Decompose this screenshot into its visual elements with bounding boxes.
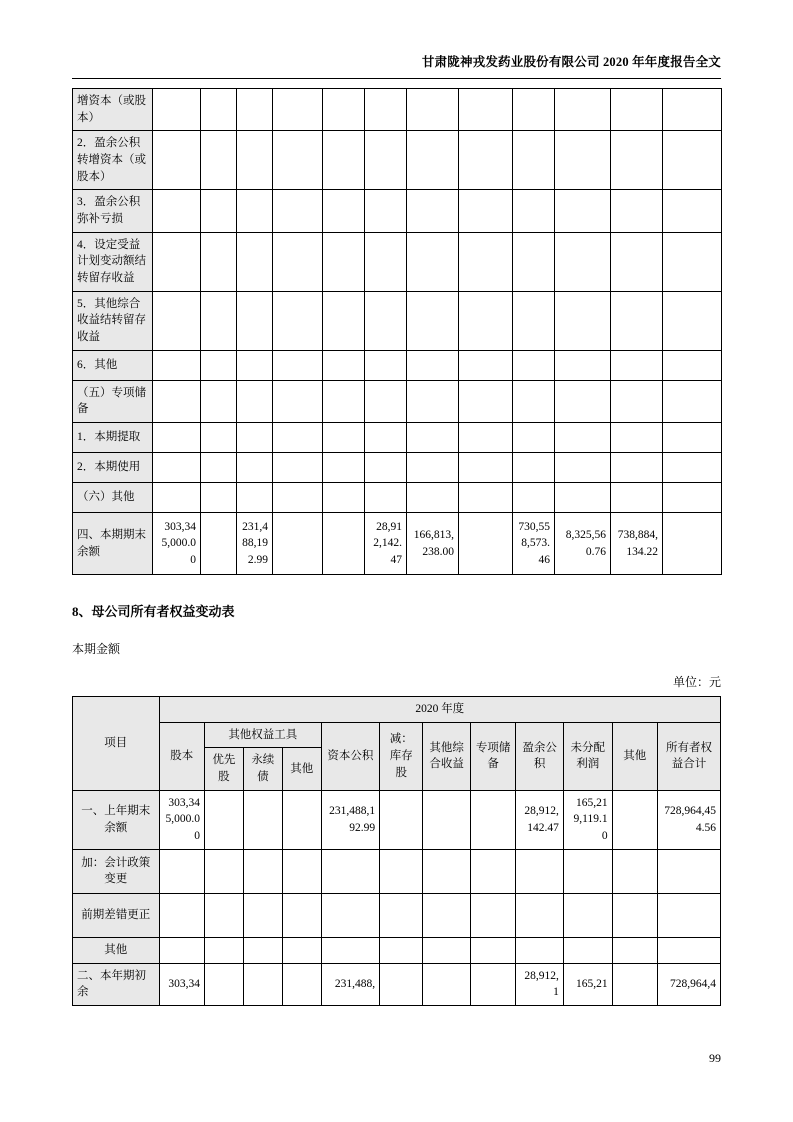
header-treasury-stock: 减：库存股 bbox=[380, 722, 423, 790]
row-label: 二、本年期初余 bbox=[73, 963, 160, 1005]
cell bbox=[459, 350, 513, 380]
cell bbox=[555, 89, 611, 131]
cell bbox=[365, 89, 407, 131]
cell bbox=[407, 190, 459, 232]
row-label: （六）其他 bbox=[73, 483, 153, 513]
cell bbox=[470, 849, 515, 893]
cell bbox=[658, 937, 721, 963]
cell bbox=[513, 453, 555, 483]
cell bbox=[204, 963, 243, 1005]
cell bbox=[237, 380, 273, 422]
header-divider bbox=[72, 78, 721, 79]
cell bbox=[323, 483, 365, 513]
cell bbox=[663, 291, 722, 350]
header-capital-reserve: 资本公积 bbox=[321, 722, 379, 790]
cell bbox=[459, 89, 513, 131]
header-surplus-reserve: 盈余公积 bbox=[516, 722, 564, 790]
cell bbox=[663, 350, 722, 380]
cell bbox=[407, 232, 459, 291]
cell bbox=[282, 963, 321, 1005]
cell bbox=[243, 893, 282, 937]
cell: 231,488,192.99 bbox=[321, 790, 379, 849]
cell bbox=[611, 190, 663, 232]
row-label: 1．本期提取 bbox=[73, 423, 153, 453]
cell bbox=[273, 350, 323, 380]
cell bbox=[273, 380, 323, 422]
table-row bbox=[73, 232, 722, 291]
cell bbox=[201, 350, 237, 380]
cell bbox=[243, 790, 282, 849]
row-label: 2．本期使用 bbox=[73, 453, 153, 483]
cell bbox=[423, 849, 471, 893]
cell bbox=[273, 232, 323, 291]
cell bbox=[380, 790, 423, 849]
header-other-instrument: 其他 bbox=[282, 748, 321, 790]
cell bbox=[237, 350, 273, 380]
row-label: 3．盈余公积弥补亏损 bbox=[73, 190, 153, 232]
cell bbox=[365, 131, 407, 190]
cell bbox=[273, 453, 323, 483]
cell bbox=[407, 291, 459, 350]
cell bbox=[323, 190, 365, 232]
cell bbox=[407, 483, 459, 513]
cell bbox=[201, 423, 237, 453]
row-label: 其他 bbox=[73, 937, 160, 963]
cell bbox=[513, 131, 555, 190]
page-number: 99 bbox=[709, 1051, 721, 1065]
cell bbox=[612, 937, 657, 963]
row-label: （五）专项储备 bbox=[73, 380, 153, 422]
cell bbox=[513, 423, 555, 453]
header-item: 项目 bbox=[73, 697, 160, 791]
cell bbox=[663, 89, 722, 131]
cell bbox=[201, 483, 237, 513]
cell bbox=[273, 89, 323, 131]
row-label: 4．设定受益计划变动额结转留存收益 bbox=[73, 232, 153, 291]
cell bbox=[516, 937, 564, 963]
cell bbox=[612, 790, 657, 849]
cell bbox=[282, 893, 321, 937]
cell bbox=[201, 89, 237, 131]
cell bbox=[663, 232, 722, 291]
cell bbox=[243, 963, 282, 1005]
cell bbox=[365, 380, 407, 422]
cell: 166,813,238.00 bbox=[407, 513, 459, 575]
cell bbox=[555, 380, 611, 422]
cell bbox=[323, 453, 365, 483]
cell bbox=[237, 291, 273, 350]
period-label: 本期金额 bbox=[72, 642, 121, 657]
header-preferred-shares: 优先股 bbox=[204, 748, 243, 790]
cell bbox=[323, 89, 365, 131]
cell: 165,219,119.10 bbox=[563, 790, 612, 849]
cell bbox=[282, 849, 321, 893]
row-label: 2．盈余公积转增资本（或股本） bbox=[73, 131, 153, 190]
header-other-comprehensive-income: 其他综合收益 bbox=[423, 722, 471, 790]
cell bbox=[273, 291, 323, 350]
cell bbox=[237, 131, 273, 190]
cell bbox=[555, 291, 611, 350]
cell bbox=[423, 937, 471, 963]
page-content bbox=[72, 88, 721, 1006]
cell bbox=[380, 849, 423, 893]
cell bbox=[159, 893, 204, 937]
cell: 8,325,560.76 bbox=[555, 513, 611, 575]
cell bbox=[380, 893, 423, 937]
cell bbox=[611, 423, 663, 453]
cell bbox=[237, 232, 273, 291]
cell bbox=[423, 790, 471, 849]
header-year: 2020 年度 bbox=[159, 697, 720, 723]
cell bbox=[204, 937, 243, 963]
cell bbox=[323, 513, 365, 575]
parent-equity-change-table bbox=[72, 696, 721, 1006]
row-label: 5．其他综合收益结转留存收益 bbox=[73, 291, 153, 350]
cell bbox=[611, 380, 663, 422]
row-label: 一、上年期末余额 bbox=[73, 790, 160, 849]
cell bbox=[153, 350, 201, 380]
cell bbox=[323, 350, 365, 380]
header-undistributed-profit: 未分配利润 bbox=[563, 722, 612, 790]
table-row bbox=[73, 380, 722, 422]
cell bbox=[237, 483, 273, 513]
page-header: 甘肃陇神戎发药业股份有限公司 2020 年年度报告全文 bbox=[421, 55, 721, 69]
header-perpetual-bonds: 永续债 bbox=[243, 748, 282, 790]
cell bbox=[663, 513, 722, 575]
cell bbox=[153, 453, 201, 483]
cell bbox=[365, 232, 407, 291]
cell bbox=[459, 513, 513, 575]
cell bbox=[153, 232, 201, 291]
cell bbox=[555, 453, 611, 483]
cell bbox=[611, 453, 663, 483]
cell bbox=[423, 963, 471, 1005]
table-header-row bbox=[73, 722, 721, 748]
cell bbox=[380, 963, 423, 1005]
section-title: 8、母公司所有者权益变动表 bbox=[72, 604, 235, 620]
header-total-equity: 所有者权益合计 bbox=[658, 722, 721, 790]
cell: 730,558,573.46 bbox=[513, 513, 555, 575]
cell bbox=[237, 190, 273, 232]
cell bbox=[611, 89, 663, 131]
cell: 728,964,454.56 bbox=[658, 790, 721, 849]
cell bbox=[555, 350, 611, 380]
cell bbox=[611, 483, 663, 513]
table-row bbox=[73, 849, 721, 893]
cell bbox=[516, 893, 564, 937]
cell bbox=[563, 937, 612, 963]
table-row bbox=[73, 893, 721, 937]
cell bbox=[423, 893, 471, 937]
row-label: 6．其他 bbox=[73, 350, 153, 380]
row-label: 前期差错更正 bbox=[73, 893, 160, 937]
cell bbox=[658, 849, 721, 893]
cell bbox=[459, 483, 513, 513]
header-special-reserve: 专项储备 bbox=[470, 722, 515, 790]
row-label: 四、本期期末余额 bbox=[73, 513, 153, 575]
cell bbox=[365, 423, 407, 453]
cell bbox=[555, 190, 611, 232]
cell bbox=[513, 380, 555, 422]
header-other-equity-instruments: 其他权益工具 bbox=[204, 722, 321, 748]
cell bbox=[663, 131, 722, 190]
cell bbox=[663, 483, 722, 513]
cell bbox=[153, 190, 201, 232]
table-row bbox=[73, 89, 722, 131]
table-row bbox=[73, 483, 722, 513]
cell bbox=[407, 380, 459, 422]
table-row-total bbox=[73, 513, 722, 575]
cell: 28,912,142.47 bbox=[365, 513, 407, 575]
cell bbox=[470, 790, 515, 849]
cell bbox=[153, 483, 201, 513]
cell bbox=[459, 423, 513, 453]
cell bbox=[407, 423, 459, 453]
cell bbox=[204, 790, 243, 849]
cell bbox=[658, 893, 721, 937]
table-row bbox=[73, 291, 722, 350]
header-other: 其他 bbox=[612, 722, 657, 790]
cell: 303,345,000.00 bbox=[153, 513, 201, 575]
cell bbox=[555, 423, 611, 453]
header-share-capital: 股本 bbox=[159, 722, 204, 790]
cell: 303,34 bbox=[159, 963, 204, 1005]
cell bbox=[204, 893, 243, 937]
cell bbox=[470, 963, 515, 1005]
cell bbox=[243, 937, 282, 963]
cell bbox=[555, 131, 611, 190]
cell bbox=[459, 190, 513, 232]
cell bbox=[555, 483, 611, 513]
cell bbox=[516, 849, 564, 893]
cell: 728,964,4 bbox=[658, 963, 721, 1005]
cell bbox=[407, 89, 459, 131]
cell bbox=[513, 232, 555, 291]
cell bbox=[563, 893, 612, 937]
cell bbox=[153, 423, 201, 453]
table-row bbox=[73, 190, 722, 232]
cell bbox=[611, 350, 663, 380]
cell bbox=[663, 380, 722, 422]
cell bbox=[159, 849, 204, 893]
cell bbox=[365, 291, 407, 350]
cell bbox=[459, 380, 513, 422]
cell bbox=[407, 453, 459, 483]
cell bbox=[612, 849, 657, 893]
cell bbox=[201, 453, 237, 483]
cell bbox=[513, 291, 555, 350]
cell: 28,912,142.47 bbox=[516, 790, 564, 849]
cell: 165,21 bbox=[563, 963, 612, 1005]
cell bbox=[459, 131, 513, 190]
cell bbox=[323, 232, 365, 291]
table-row bbox=[73, 131, 722, 190]
cell bbox=[204, 849, 243, 893]
table-row bbox=[73, 937, 721, 963]
cell bbox=[273, 513, 323, 575]
cell: 231,488,192.99 bbox=[237, 513, 273, 575]
cell bbox=[407, 350, 459, 380]
cell bbox=[273, 190, 323, 232]
cell bbox=[201, 291, 237, 350]
table-row bbox=[73, 350, 722, 380]
cell bbox=[365, 190, 407, 232]
cell bbox=[321, 849, 379, 893]
table-row bbox=[73, 423, 722, 453]
cell bbox=[611, 232, 663, 291]
cell bbox=[612, 893, 657, 937]
cell bbox=[470, 937, 515, 963]
cell bbox=[201, 232, 237, 291]
cell bbox=[513, 483, 555, 513]
cell bbox=[273, 131, 323, 190]
cell: 738,884,134.22 bbox=[611, 513, 663, 575]
cell bbox=[365, 453, 407, 483]
cell bbox=[513, 190, 555, 232]
cell bbox=[153, 131, 201, 190]
cell bbox=[323, 380, 365, 422]
table-row bbox=[73, 963, 721, 1005]
row-label: 增资本（或股本） bbox=[73, 89, 153, 131]
cell bbox=[201, 131, 237, 190]
cell bbox=[243, 849, 282, 893]
table-row bbox=[73, 453, 722, 483]
cell bbox=[282, 937, 321, 963]
cell bbox=[321, 893, 379, 937]
cell bbox=[663, 453, 722, 483]
cell bbox=[563, 849, 612, 893]
cell bbox=[365, 350, 407, 380]
cell bbox=[611, 291, 663, 350]
cell bbox=[663, 423, 722, 453]
cell bbox=[459, 291, 513, 350]
row-label: 加：会计政策变更 bbox=[73, 849, 160, 893]
table-header-row bbox=[73, 697, 721, 723]
cell bbox=[201, 380, 237, 422]
cell bbox=[513, 89, 555, 131]
cell bbox=[321, 937, 379, 963]
cell bbox=[323, 423, 365, 453]
cell bbox=[407, 131, 459, 190]
cell bbox=[323, 131, 365, 190]
cell: 303,345,000.00 bbox=[159, 790, 204, 849]
cell bbox=[237, 89, 273, 131]
cell bbox=[153, 89, 201, 131]
cell bbox=[323, 291, 365, 350]
cell: 28,912,1 bbox=[516, 963, 564, 1005]
cell bbox=[153, 380, 201, 422]
table-row bbox=[73, 790, 721, 849]
cell bbox=[201, 513, 237, 575]
cell bbox=[459, 232, 513, 291]
cell: 231,488, bbox=[321, 963, 379, 1005]
cell bbox=[513, 350, 555, 380]
equity-change-table-continued bbox=[72, 88, 722, 575]
cell bbox=[273, 423, 323, 453]
cell bbox=[555, 232, 611, 291]
cell bbox=[201, 190, 237, 232]
cell bbox=[380, 937, 423, 963]
cell bbox=[612, 963, 657, 1005]
cell bbox=[470, 893, 515, 937]
cell bbox=[153, 291, 201, 350]
cell bbox=[273, 483, 323, 513]
cell bbox=[365, 483, 407, 513]
cell bbox=[663, 190, 722, 232]
cell bbox=[237, 423, 273, 453]
cell bbox=[282, 790, 321, 849]
cell bbox=[611, 131, 663, 190]
cell bbox=[159, 937, 204, 963]
cell bbox=[459, 453, 513, 483]
cell bbox=[237, 453, 273, 483]
unit-label: 单位：元 bbox=[672, 675, 721, 690]
